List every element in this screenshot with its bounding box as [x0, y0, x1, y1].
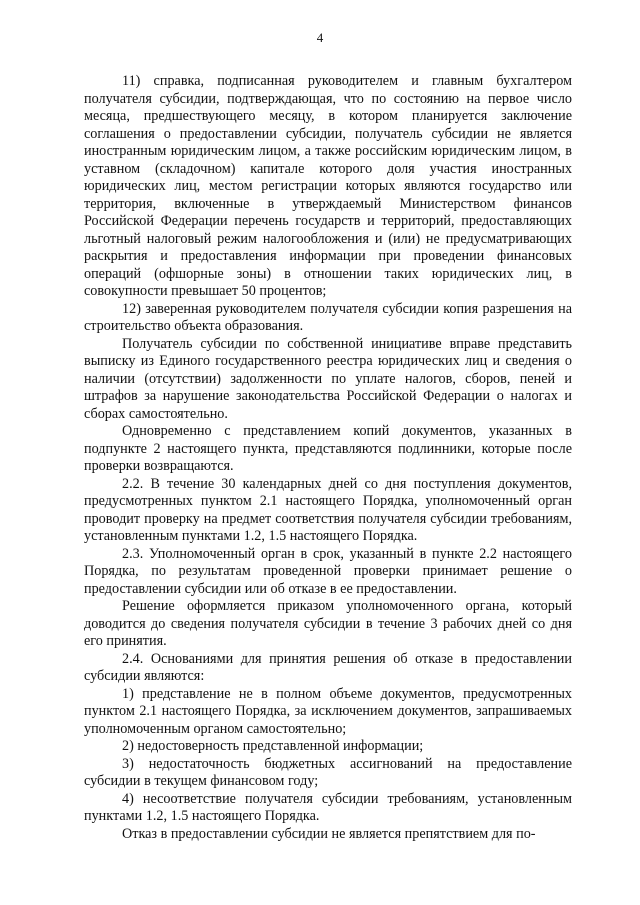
paragraph-ground-4-noncompliance: 4) несоответствие получателя субсидии требованиям, установленным пунктами 1.2, 1.5 настоящего Порядка.: [84, 790, 572, 824]
document-body: [84, 73, 572, 843]
paragraph-2-4-refusal-grounds: 2.4. Основаниями для принятия решения об отказе в предоставлении субсидии являются:: [84, 650, 572, 684]
paragraph-ground-1-incomplete: 1) представление не в полном объеме документов, предусмотренных пунктом 2.1 настоящего Порядка, за исключением документов, запрашиваемых уполномоченным органом самостоятельно;: [84, 685, 572, 737]
paragraph-refusal-not-obstacle: Отказ в предоставлении субсидии не является препятствием для по-: [122, 825, 536, 842]
paragraph-ground-2-unreliable: 2) недостоверность представленной информации;: [122, 738, 424, 754]
paragraph-originals-returned: Одновременно с представлением копий документов, указанных в подпункте 2 настоящего пункта, представляются подлинники, которые после проверки возвращаются.: [84, 423, 572, 474]
paragraph-ground-3-insufficient-funds: 3) недостаточность бюджетных ассигнований на предоставление субсидии в текущем финансовом году;: [84, 755, 572, 789]
paragraph-decision-order: Решение оформляется приказом уполномоченного органа, который доводится до сведения получателя субсидии в течение 3 рабочих дней со дня его принятия.: [84, 598, 572, 649]
paragraph-2-2-verification: 2.2. В течение 30 календарных дней со дня поступления документов, предусмотренных пунктом 2.1 настоящего Порядка, уполномоченный орган проводит проверку на предмет соответствия получателя субсидии требованиям, установленным пунктами 1.2, 1.5 настоящего Порядка.: [84, 475, 572, 544]
paragraph-optional-extract: Получатель субсидии по собственной инициативе вправе представить выписку из Единого государственного реестра юридических лиц и сведения о наличии (отсутствии) задолженности по уплате налогов, сборов, пеней и штрафов за нарушение законодательства Российской Федерации о налогах и сборах самостоятельно.: [84, 335, 572, 422]
paragraph-2-3-decision: 2.3. Уполномоченный орган в срок, указанный в пункте 2.2 настоящего Порядка, по результатам проведенной проверки принимает решение о предоставлении субсидии или об отказе в ее предоставлении.: [84, 545, 572, 597]
paragraph-item-12-permit-copy: 12) заверенная руководителем получателя субсидии копия разрешения на строительство объекта образования.: [84, 300, 572, 334]
page-number: 4: [316, 30, 324, 45]
paragraph-item-11-certificate: 11) справка, подписанная руководителем и главным бухгалтером получателя субсидии, подтверждающая, что по состоянию на первое число месяца, предшествующего месяцу, в котором планируется заключение соглашения о предоставлении субсидии, получатель субсидии не является иностранным юридическим лицом, а также российским юридическим лицом, в уставном (складочном) капитале которого доля участия иностранных юридических лиц, местом регистрации которых являются государство или территория, включенные в утверждаемый Министерством финансов Российской Федерации перечень государств и территорий, предоставляющих льготный налоговый режим налогообложения и (или) не предусматривающих раскрытия и предоставления информации при проведении финансовых операций (офшорные зоны) в отношении таких юридических лиц, в совокупности превышает 50 процентов;: [84, 73, 572, 299]
